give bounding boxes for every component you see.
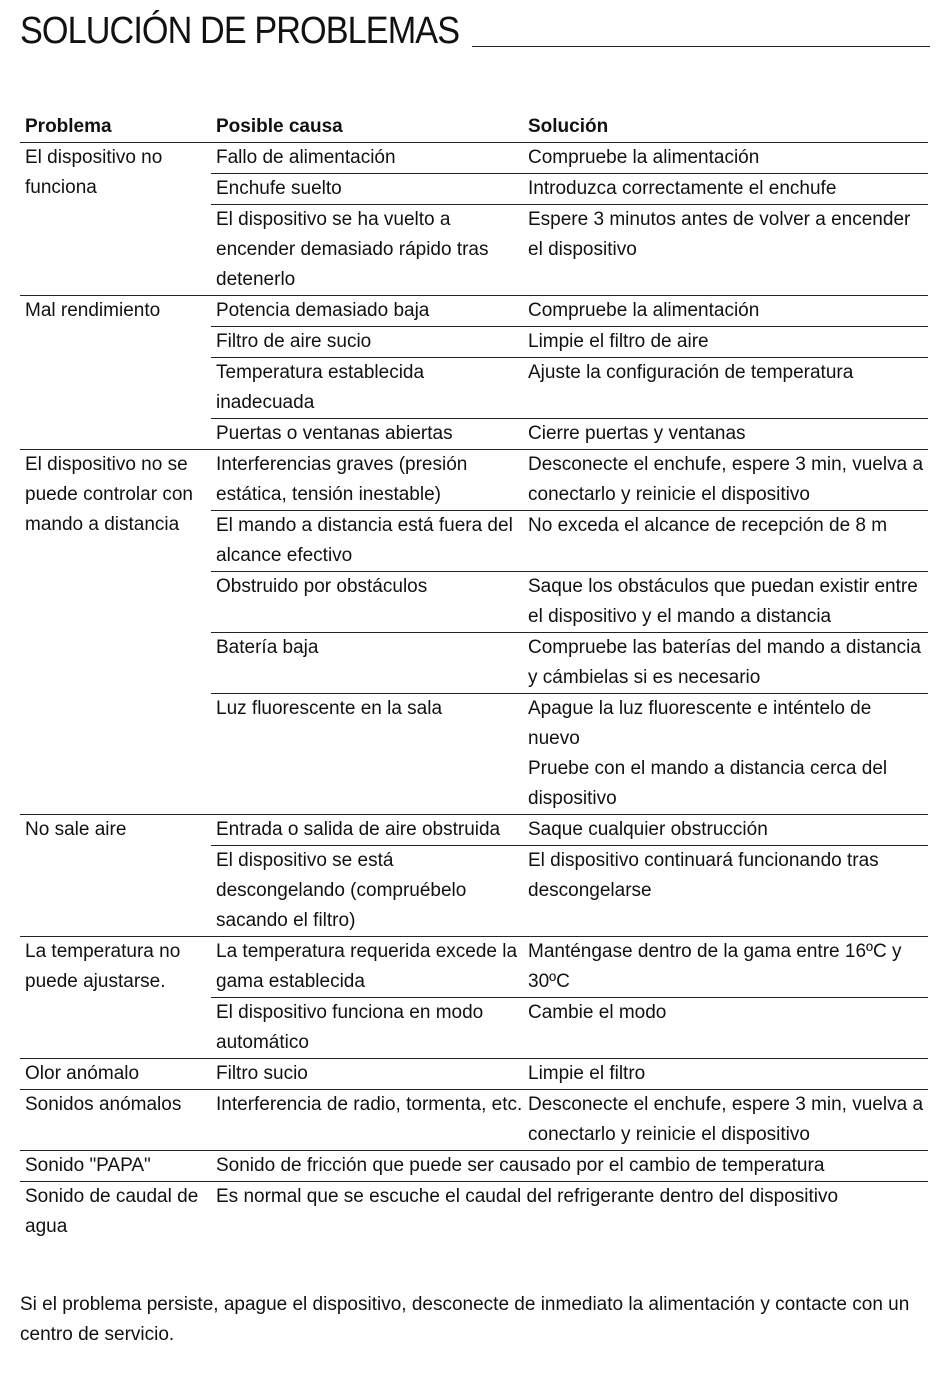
problem-cell: El dispositivo no se puede controlar con mando a distancia xyxy=(20,450,211,815)
title-rule xyxy=(472,46,930,47)
solution-cell: Compruebe la alimentación xyxy=(523,143,928,174)
solution-cell: Cierre puertas y ventanas xyxy=(523,419,928,450)
table-row xyxy=(20,296,928,327)
solution-cell: Compruebe la alimentación xyxy=(523,296,928,327)
solution-cell: Saque los obstáculos que puedan existir entre el dispositivo y el mando a distancia xyxy=(523,572,928,633)
problem-cell: Mal rendimiento xyxy=(20,296,211,450)
cause-cell: Interferencia de radio, tormenta, etc. xyxy=(211,1090,523,1151)
problem-cell: Sonido de caudal de agua xyxy=(20,1182,211,1243)
cause-cell: Luz fluorescente en la sala xyxy=(211,694,523,815)
problem-cell: No sale aire xyxy=(20,815,211,937)
table-row xyxy=(20,450,928,511)
table-row xyxy=(20,1090,928,1151)
cause-cell: Enchufe suelto xyxy=(211,174,523,205)
problem-cell: Sonido "PAPA" xyxy=(20,1151,211,1182)
solution-cell: Desconecte el enchufe, espere 3 min, vuelva a conectarlo y reinicie el dispositivo xyxy=(523,450,928,511)
solution-cell: Desconecte el enchufe, espere 3 min, vuelva a conectarlo y reinicie el dispositivo xyxy=(523,1090,928,1151)
table-body xyxy=(20,143,928,1243)
cause-solution-cell: Sonido de fricción que puede ser causado por el cambio de temperatura xyxy=(211,1151,928,1182)
table-row xyxy=(20,1182,928,1243)
solution-cell: El dispositivo continuará funcionando tras descongelarse xyxy=(523,846,928,937)
cause-cell: El dispositivo se está descongelando (compruébelo sacando el filtro) xyxy=(211,846,523,937)
solution-cell: Limpie el filtro xyxy=(523,1059,928,1090)
header-problem: Problema xyxy=(20,112,211,143)
cause-cell: Fallo de alimentación xyxy=(211,143,523,174)
cause-cell: Potencia demasiado baja xyxy=(211,296,523,327)
cause-cell: Batería baja xyxy=(211,633,523,694)
solution-cell: Manténgase dentro de la gama entre 16ºC y 30ºC xyxy=(523,937,928,998)
solution-cell: Compruebe las baterías del mando a distancia y cámbielas si es necesario xyxy=(523,633,928,694)
cause-cell: El dispositivo funciona en modo automático xyxy=(211,998,523,1059)
problem-cell: El dispositivo no funciona xyxy=(20,143,211,296)
problem-cell: La temperatura no puede ajustarse. xyxy=(20,937,211,1059)
cause-cell: Filtro de aire sucio xyxy=(211,327,523,358)
solution-cell: Limpie el filtro de aire xyxy=(523,327,928,358)
table-row xyxy=(20,1059,928,1090)
table-header-row xyxy=(20,112,928,143)
header-solution: Solución xyxy=(523,112,928,143)
cause-cell: Filtro sucio xyxy=(211,1059,523,1090)
solution-cell: Cambie el modo xyxy=(523,998,928,1059)
table-row xyxy=(20,815,928,846)
page-title: SOLUCIÓN DE PROBLEMAS xyxy=(20,10,460,52)
solution-cell: Introduzca correctamente el enchufe xyxy=(523,174,928,205)
cause-cell: Obstruido por obstáculos xyxy=(211,572,523,633)
solution-cell: Apague la luz fluorescente e inténtelo de nuevo Pruebe con el mando a distancia cerca del dispositivo xyxy=(523,694,928,815)
footer-note: Si el problema persiste, apague el dispositivo, desconecte de inmediato la alimentación y contacte con un centro de servicio. xyxy=(20,1294,910,1345)
cause-cell: Interferencias graves (presión estática, tensión inestable) xyxy=(211,450,523,511)
header-cause: Posible causa xyxy=(211,112,523,143)
solution-cell: Ajuste la configuración de temperatura xyxy=(523,358,928,419)
problem-cell: Olor anómalo xyxy=(20,1059,211,1090)
cause-cell: El dispositivo se ha vuelto a encender demasiado rápido tras detenerlo xyxy=(211,205,523,296)
page-header xyxy=(20,10,930,58)
table-row xyxy=(20,937,928,998)
table-row xyxy=(20,1151,928,1182)
cause-cell: El mando a distancia está fuera del alcance efectivo xyxy=(211,511,523,572)
cause-cell: Entrada o salida de aire obstruida xyxy=(211,815,523,846)
troubleshooting-table xyxy=(20,112,928,1242)
table-row xyxy=(20,143,928,174)
solution-cell: Saque cualquier obstrucción xyxy=(523,815,928,846)
cause-cell: Puertas o ventanas abiertas xyxy=(211,419,523,450)
problem-cell: Sonidos anómalos xyxy=(20,1090,211,1151)
solution-cell: No exceda el alcance de recepción de 8 m xyxy=(523,511,928,572)
cause-cell: Temperatura establecida inadecuada xyxy=(211,358,523,419)
solution-cell: Espere 3 minutos antes de volver a encender el dispositivo xyxy=(523,205,928,296)
cause-cell: La temperatura requerida excede la gama establecida xyxy=(211,937,523,998)
cause-solution-cell: Es normal que se escuche el caudal del refrigerante dentro del dispositivo xyxy=(211,1182,928,1243)
